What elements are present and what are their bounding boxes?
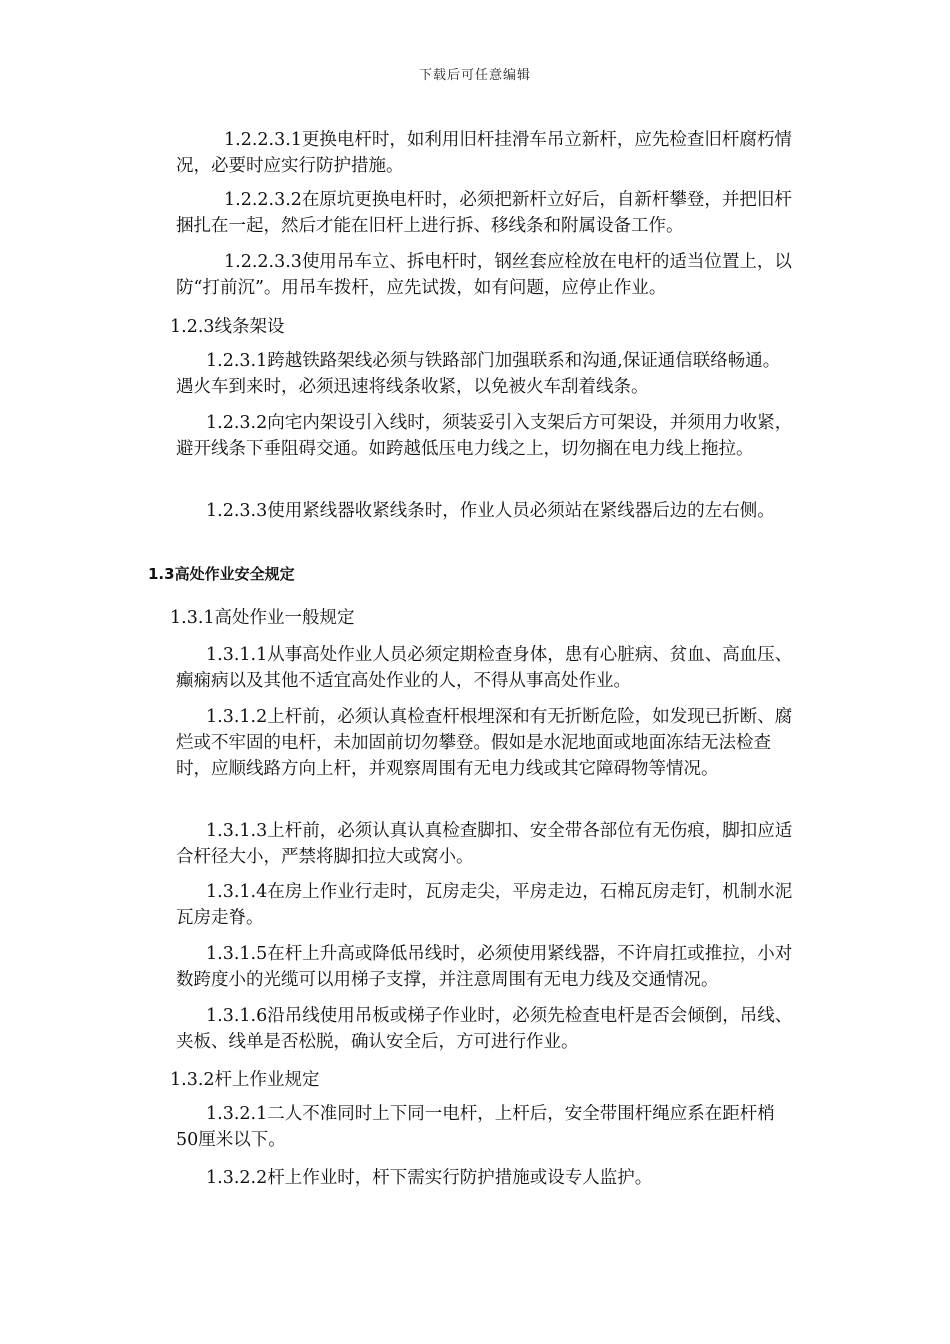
paragraph-1-2-3-2: 1.2.3.2向宅内架设引入线时，须装妥引入支架后方可架设，并须用力收紧，避开线条下垂阻碍交通。如跨越低压电力线之上，切勿搁在电力线上拖拉。: [176, 413, 793, 459]
heading-1-3-2: 1.3.2杆上作业规定: [170, 1070, 320, 1090]
paragraph-1-3-1-3: 1.3.1.3上杆前，必须认真认真检查脚扣、安全带各部位有无伤痕，脚扣应适合杆径大小，严禁将脚扣拉大或窝小。: [176, 821, 793, 867]
heading-1-3-1: 1.3.1高处作业一般规定: [170, 608, 355, 628]
page-header: 下载后可任意编辑: [418, 68, 531, 83]
paragraph-1-2-3-1: 1.2.3.1跨越铁路架线必须与铁路部门加强联系和沟通,保证通信联络畅通。遇火车到来时，必须迅速将线条收紧，以免被火车刮着线条。: [176, 351, 781, 397]
section-title-1-3: 1.3高处作业安全规定: [148, 565, 295, 583]
paragraph-1-3-2-2: 1.3.2.2杆上作业时，杆下需实行防护措施或设专人监护。: [206, 1168, 653, 1188]
heading-1-2-3: 1.2.3线条架设: [170, 317, 285, 337]
paragraph-1-3-1-1: 1.3.1.1从事高处作业人员必须定期检查身体，患有心脏病、贫血、高血压、癫痫病以及其他不适宜高处作业的人，不得从事高处作业。: [176, 645, 793, 691]
paragraph-1-2-2-3-2: 1.2.2.3.2在原坑更换电杆时，必须把新杆立好后，自新杆攀登，并把旧杆捆扎在一起，然后才能在旧杆上进行拆、移线条和附属设备工作。: [176, 190, 792, 236]
paragraph-1-3-2-1: 1.3.2.1二人不准同时上下同一电杆，上杆后，安全带围杆绳应系在距杆梢50厘米以下。: [176, 1104, 775, 1150]
paragraph-1-3-1-2: 1.3.1.2上杆前，必须认真检查杆根埋深和有无折断危险，如发现已折断、腐烂或不牢固的电杆，未加固前切勿攀登。假如是水泥地面或地面冻结无法检查时，应顺线路方向上杆，并观察周围有无电力线或其它障碍物等情况。: [176, 707, 793, 779]
paragraph-1-2-2-3-3: 1.2.2.3.3使用吊车立、拆电杆时，钢丝套应栓放在电杆的适当位置上，以防“打前沉”。用吊车拨杆，应先试拨，如有问题，应停止作业。: [176, 252, 792, 298]
paragraph-1-3-1-6: 1.3.1.6沿吊线使用吊板或梯子作业时，必须先检查电杆是否会倾倒，吊线、夹板、线单是否松脱，确认安全后，方可进行作业。: [176, 1006, 793, 1052]
paragraph-1-2-2-3-1: 1.2.2.3.1更换电杆时，如利用旧杆挂滑车吊立新杆，应先检查旧杆腐朽情况，必要时应实行防护措施。: [176, 130, 792, 176]
paragraph-1-3-1-4: 1.3.1.4在房上作业行走时，瓦房走尖，平房走边，石棉瓦房走钉，机制水泥瓦房走脊。: [176, 882, 793, 928]
paragraph-1-2-3-3: 1.2.3.3使用紧线器收紧线条时，作业人员必须站在紧线器后边的左右侧。: [206, 501, 775, 521]
paragraph-1-3-1-5: 1.3.1.5在杆上升高或降低吊线时，必须使用紧线器，不许肩扛或推拉，小对数跨度小的光缆可以用梯子支撑，并注意周围有无电力线及交通情况。: [176, 944, 793, 990]
